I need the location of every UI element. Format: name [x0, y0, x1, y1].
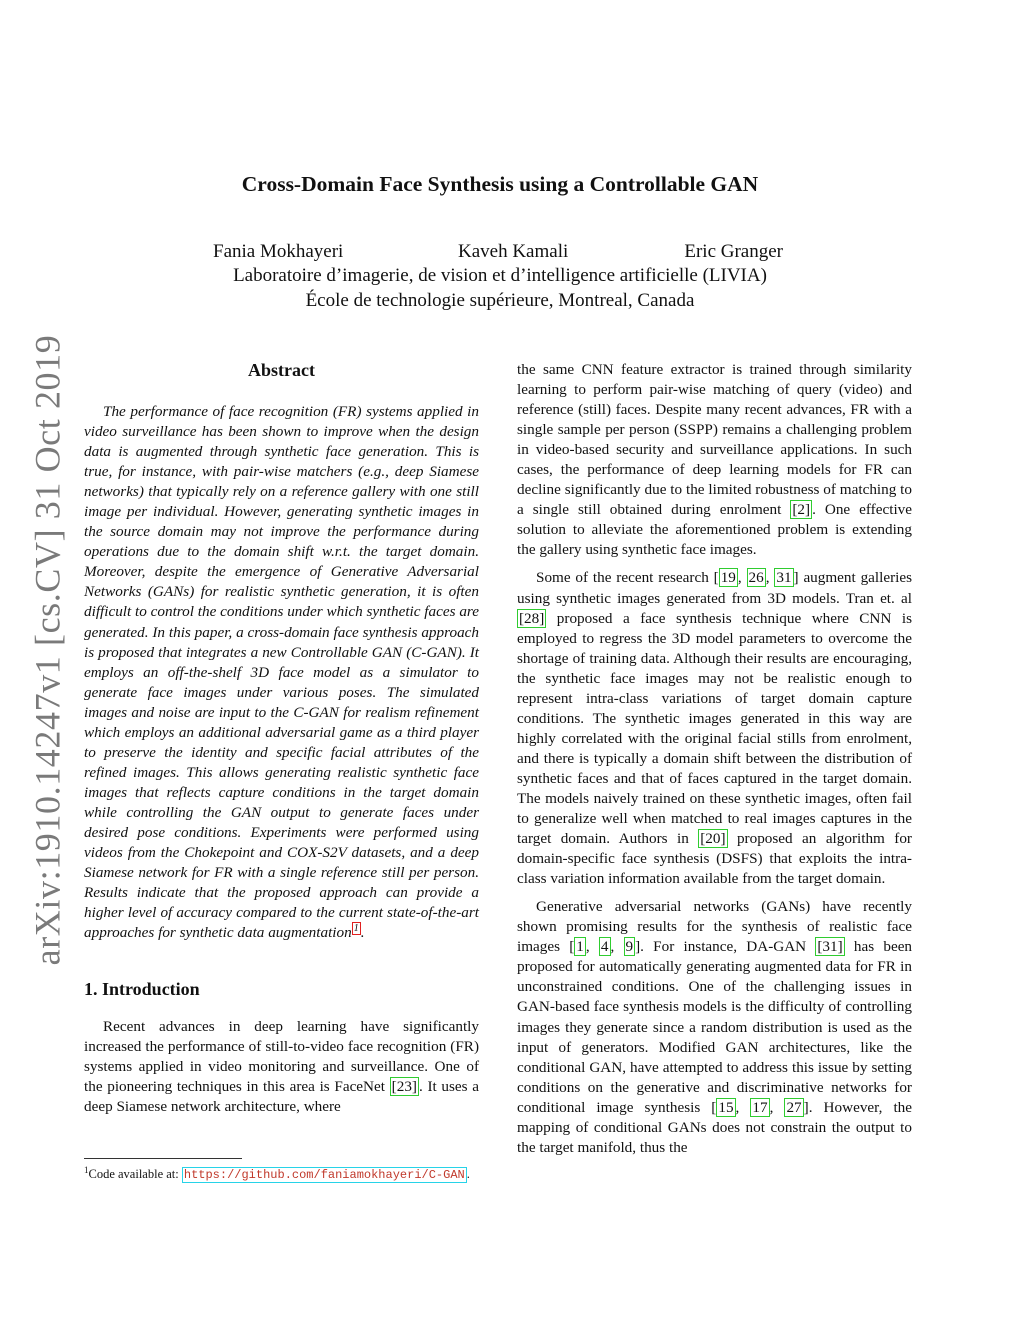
citation-link[interactable]: 31: [776, 569, 792, 587]
citation-separator: ,: [585, 938, 599, 956]
right-p3-text-c: has been proposed for automatically generating augmented data for FR in unconstrained conditions. One of the challenging issues in GAN-based face synthesis models is the difficulty of controlling images they generate since a random distribution is used as the input of generators. Modified GAN architectures, like the conditional GAN, have attempted to address this issue by setting conditions on the generative and discriminative networks for conditional image synthesis [: [517, 938, 913, 1116]
intro-p1-text: Recent advances in deep learning have significantly increased the performance of still-to-video face recognition (FR) systems applied in video monitoring and surveillance. One of the pioneering techniques in this area is FaceNet: [84, 1018, 479, 1096]
github-code-link[interactable]: https://github.com/faniamokhayeri/C-GAN: [183, 1168, 465, 1183]
footnote-1-link[interactable]: 1: [353, 923, 359, 935]
citation-link[interactable]: 9: [625, 938, 634, 956]
footnote-divider: [84, 1158, 242, 1159]
affiliation-school: École de technologie supérieure, Montreal, Canada: [305, 290, 695, 311]
citation-separator: ,: [765, 569, 775, 587]
right-p2-text-d: proposed an algorithm for domain-specific face synthesis (DSFS) that exploits the intra-class variation information available from the target domain.: [517, 830, 912, 888]
footnote-label: Code available at:: [88, 1167, 182, 1182]
citation-link[interactable]: 19: [720, 569, 736, 587]
abstract-text: [84, 402, 479, 943]
right-p3-text-d: ]. However, the mapping of conditional GANs does not constrain the output to the target manifold, thus the: [517, 1098, 913, 1156]
citation-link[interactable]: 27: [786, 1098, 802, 1116]
citation-link[interactable]: [31]: [817, 938, 843, 956]
citation-separator: ,: [737, 569, 747, 587]
right-paragraph-2: [517, 568, 912, 889]
citation-link[interactable]: 15: [718, 1098, 734, 1116]
right-p3-text-b: ]. For instance, DA-GAN: [635, 938, 816, 956]
affiliation-lab: Laboratoire d’imagerie, de vision et d’intelligence artificielle (LIVIA): [233, 265, 767, 286]
citation-separator: ,: [769, 1098, 785, 1116]
author-2: Kaveh Kamali: [458, 241, 569, 262]
footnote-mark: 1: [84, 1165, 89, 1175]
paper-title: Cross-Domain Face Synthesis using a Controllable GAN: [241, 172, 759, 196]
citation-separator: ,: [610, 938, 624, 956]
arxiv-stamp-text: arXiv:1910.14247v1 [cs.CV] 31 Oct 2019: [27, 334, 68, 966]
footnote-end: .: [466, 1167, 470, 1182]
author-3: Eric Granger: [684, 241, 783, 262]
right-paragraph-3: [517, 897, 912, 1158]
right-p2-text-c: proposed a face synthesis technique where CNN is employed to regress the 3D model parameters to overcome the shortage of training data. Although their results are encouraging, the synthetic face images may not be realistic enough to represent intra-class variations of target domain capture conditions. The synthetic images generated in this way are highly correlated with the original facial stills from enrolment, and there is typically a domain shift between the distribution of synthetic faces and that of faces captured in the target domain. The models naively trained on these synthetic images, often fail to generalize well when matched to real images captures in the target domain. Authors in: [517, 609, 912, 848]
introduction-heading: 1. Introduction: [84, 979, 200, 1000]
right-p2-text-a: Some of the recent research [: [536, 569, 719, 587]
citation-link[interactable]: [20]: [700, 830, 726, 848]
author-list: [213, 241, 783, 265]
author-1: Fania Mokhayeri: [213, 241, 344, 262]
right-p1-text-a: the same CNN feature extractor is trained through similarity learning to perform pair-wise matching of query (video) and reference (still) faces. Despite many recent advances, FR with a single sample per person (SSPP) remains a challenging problem in video-based security and surveillance applications. In such cases, the performance of deep learning models for FR can decline significantly due to the limited robustness of matching to a single still obtained during enrolment: [517, 361, 912, 519]
right-p3-text-a: Generative adversarial networks (GANs) have recently shown promising results for the synthesis of realistic face images [: [517, 898, 912, 956]
intro-p1-end: . It uses a deep Siamese network architecture, where: [84, 1078, 479, 1116]
left-column: [84, 360, 479, 1118]
arxiv-identifier-stamp: [27, 334, 68, 966]
citation-link[interactable]: 17: [752, 1098, 768, 1116]
citation-link[interactable]: 26: [748, 569, 764, 587]
citation-link[interactable]: [28]: [519, 609, 545, 627]
citation-link[interactable]: [23]: [391, 1078, 417, 1096]
citation-link[interactable]: [2]: [792, 501, 811, 519]
abstract-end: .: [360, 924, 365, 942]
footnote-1: [84, 1162, 479, 1184]
citation-link[interactable]: 4: [600, 938, 609, 956]
introduction-paragraph-1: [84, 1017, 479, 1117]
citation-separator: ,: [735, 1098, 751, 1116]
right-paragraph-1: [517, 360, 912, 560]
abstract-heading: Abstract: [248, 360, 315, 380]
abstract-body: The performance of face recognition (FR) systems applied in video surveillance has been shown to improve when the design data is augmented through synthetic face generation. This is true, for instance, with pair-wise matchers (e.g., deep Siamese networks) that typically rely on a reference gallery with one still image per individual. However, generating synthetic images in the source domain may not improve the performance during operations due to the domain shift w.r.t. the target domain. Moreover, despite the emergence of Generative Adversarial Networks (GANs) for realistic synthetic generation, it is often difficult to control the conditions under which synthetic faces are generated. In this paper, a cross-domain face synthesis approach is proposed that integrates a new Controllable GAN (C-GAN). It employs an off-the-shelf 3D face model as a simulator to generate face images under various poses. The simulated images and noise are input to the C-GAN for realism refinement which employs an additional adversarial game as a third player to preserve the identity and specific facial attributes of the refined images. This allows generating realistic synthetic face images that reflects capture conditions in the target domain while controlling the GAN output to generate faces under desired pose conditions. Experiments were performed using videos from the Chokepoint and COX-S2V datasets, and a deep Siamese network for FR with a single reference still per person. Results indicate that the proposed approach can provide a higher level of accuracy compared to the current state-of-the-art approaches for synthetic data augmentation: [84, 403, 479, 942]
right-p2-text-b: ] augment galleries using synthetic images generated from 3D models. Tran et. al: [517, 569, 913, 607]
right-column: [517, 360, 912, 1158]
right-p1-text-b: . One effective solution to alleviate the aforementioned problem is extending the gallery using synthetic face images.: [517, 501, 912, 559]
citation-link[interactable]: 1: [576, 938, 584, 956]
